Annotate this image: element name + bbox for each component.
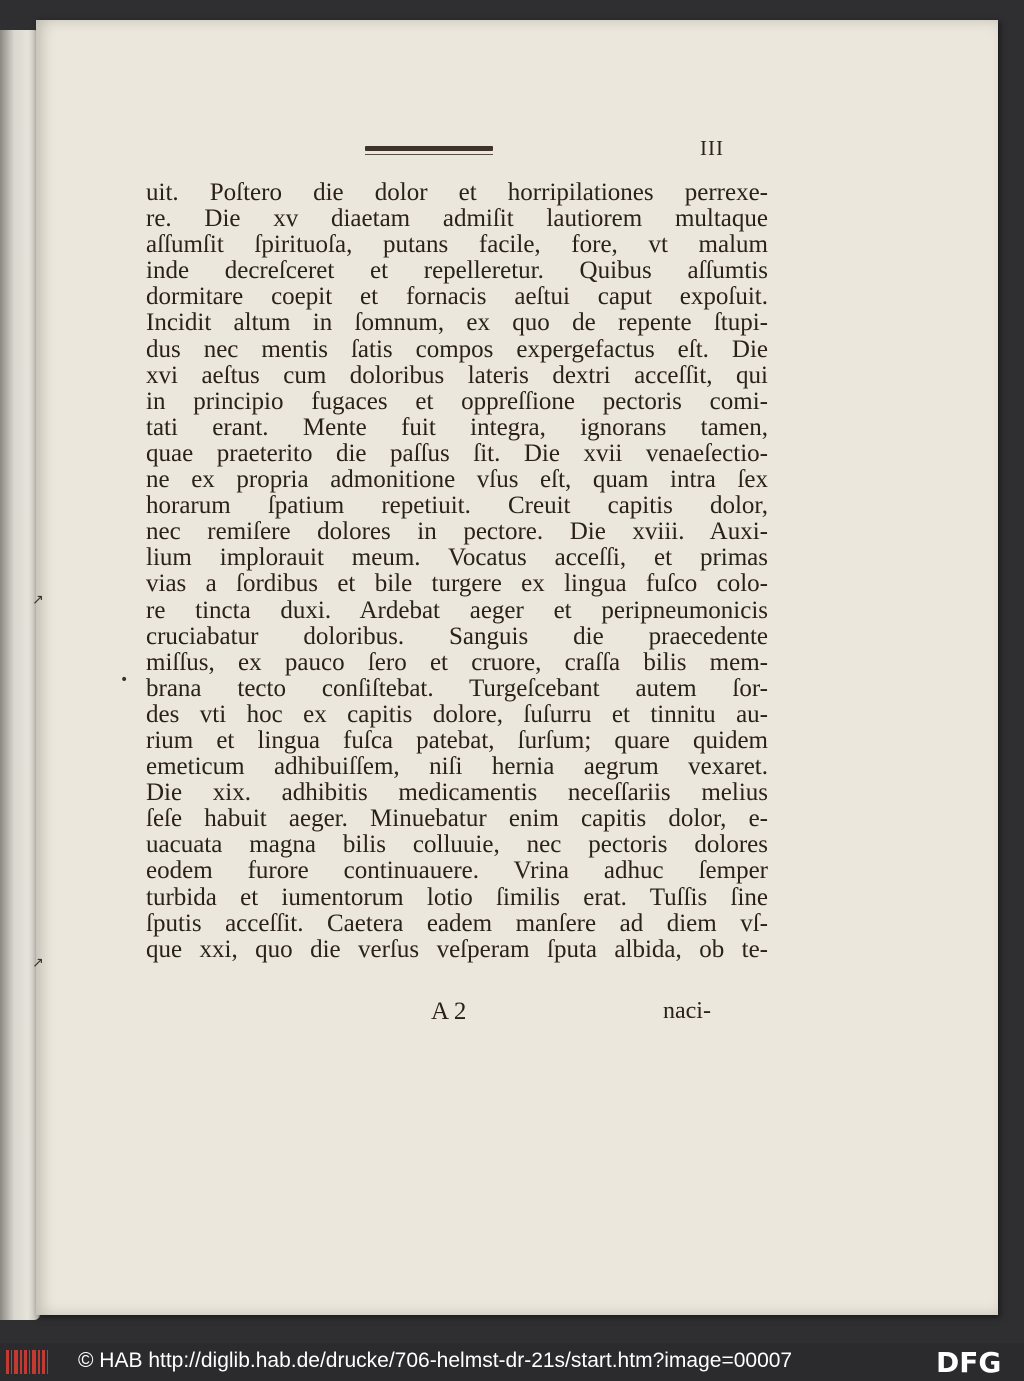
text-line: des vti hoc ex capitis dolore, ſuſurru et tinnitu au-	[146, 701, 768, 728]
text-line: rium et lingua fuſca patebat, ſurſum; quare quidem	[146, 727, 768, 754]
page-number: III	[700, 136, 724, 160]
body-text	[146, 180, 768, 963]
text-line: cruciabatur doloribus. Sanguis die praecedente	[146, 623, 768, 650]
margin-mark: ↗	[32, 592, 44, 608]
footer-bar	[0, 1343, 1024, 1381]
catchword: naci-	[663, 998, 711, 1024]
text-line: dormitare coepit et fornacis aeſtui caput expoſuit.	[146, 284, 768, 311]
text-line: lium implorauit meum. Vocatus acceſſi, et primas	[146, 545, 768, 572]
text-line: quae praeterito die paſſus ſit. Die xvii venaeſectio-	[146, 440, 768, 467]
barcode-icon	[6, 1350, 48, 1374]
margin-mark: •	[120, 672, 129, 688]
text-line: tati erant. Mente fuit integra, ignorans tamen,	[146, 414, 768, 441]
text-line: eodem furore continuauere. Vrina adhuc ſemper	[146, 858, 768, 885]
book-page	[32, 20, 998, 1315]
text-line: ne ex propria admonitione vſus eſt, quam intra ſex	[146, 467, 768, 494]
text-line: Incidit altum in ſomnum, ex quo de repente ſtupi-	[146, 310, 768, 337]
previous-page-edge	[0, 30, 40, 1320]
dfg-logo: DFG	[936, 1346, 1002, 1379]
text-line: brana tecto conſiſtebat. Turgeſcebant autem ſor-	[146, 675, 768, 702]
text-line: horarum ſpatium repetiuit. Creuit capitis dolor,	[146, 493, 768, 520]
text-line: ſputis acceſſit. Caetera eadem manſere ad diem vſ-	[146, 910, 768, 937]
text-line: in principio fugaces et oppreſſione pectoris comi-	[146, 388, 768, 415]
text-line: vias a ſordibus et bile turgere ex lingua fuſco colo-	[146, 571, 768, 598]
text-line: emeticum adhibuiſſem, niſi hernia aegrum vexaret.	[146, 754, 768, 781]
text-line: que xxi, quo die verſus veſperam ſputa albida, ob te-	[146, 936, 768, 963]
footer-credit-link[interactable]: © HAB http://diglib.hab.de/drucke/706-helmst-dr-21s/start.htm?image=00007	[78, 1349, 793, 1372]
text-line: re tincta duxi. Ardebat aeger et peripneumonicis	[146, 597, 768, 624]
text-line: miſſus, ex pauco ſero et cruore, craſſa bilis mem-	[146, 649, 768, 676]
text-line: aſſumſit ſpirituoſa, putans facile, fore, vt malum	[146, 232, 768, 259]
text-line: xvi aeſtus cum doloribus lateris dextri acceſſit, qui	[146, 362, 768, 389]
text-line: Die xix. adhibitis medicamentis neceſſariis melius	[146, 780, 768, 807]
signature-mark: A 2	[431, 998, 467, 1025]
text-line: uacuata magna bilis colluuie, nec pectoris dolores	[146, 832, 768, 859]
text-line: ſeſe habuit aeger. Minuebatur enim capitis dolor, e-	[146, 806, 768, 833]
text-line: nec remiſere dolores in pectore. Die xviii. Auxi-	[146, 519, 768, 546]
text-line: dus nec mentis ſatis compos expergefactus eſt. Die	[146, 336, 768, 363]
text-line: turbida et iumentorum lotio ſimilis erat. Tuſſis ſine	[146, 884, 768, 911]
text-line: uit. Poſtero die dolor et horripilationes perrexe-	[146, 180, 768, 206]
text-line: inde decreſceret et repelleretur. Quibus aſſumtis	[146, 258, 768, 285]
text-line: re. Die xv diaetam admiſit lautiorem multaque	[146, 206, 768, 233]
margin-mark: ↗	[32, 955, 44, 971]
header-rule	[365, 146, 493, 151]
